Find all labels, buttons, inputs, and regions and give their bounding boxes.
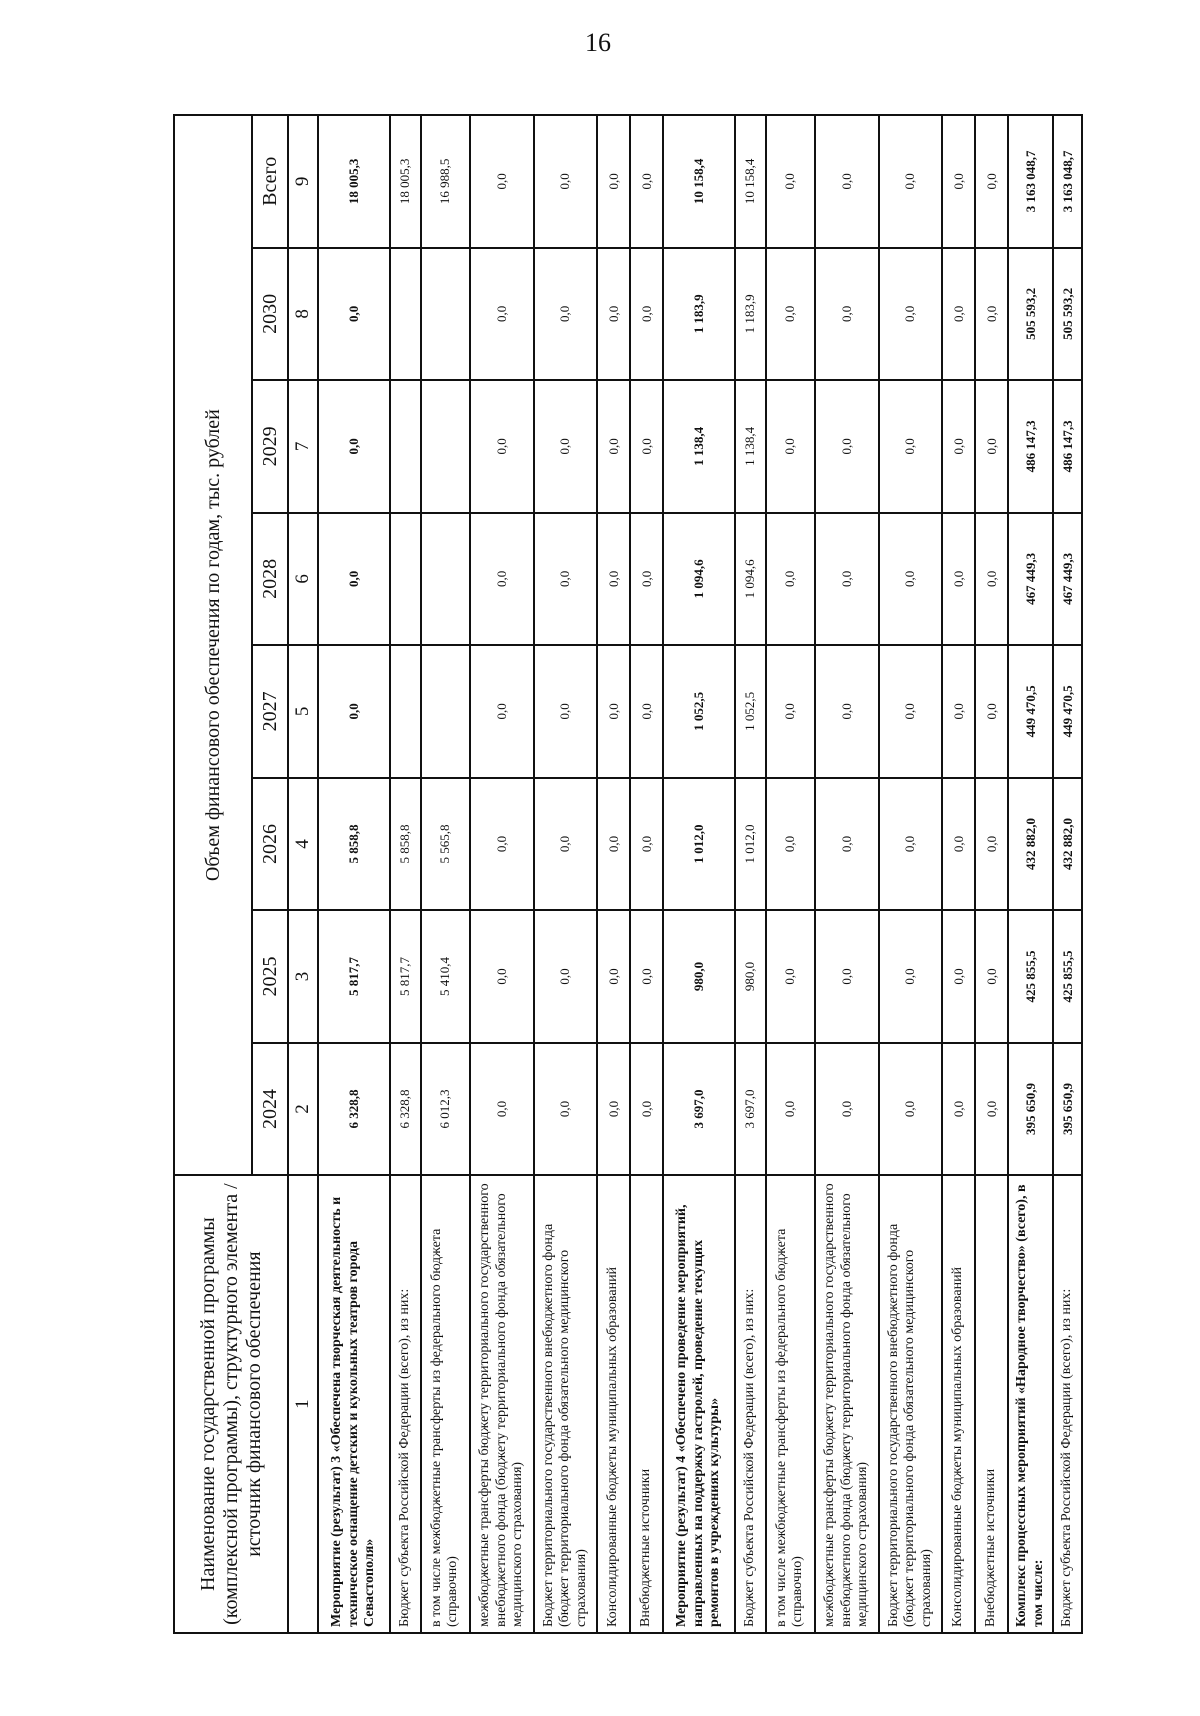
table-row [879,115,943,1633]
row-value-2029 [390,380,421,513]
row-name: межбюджетные трансферты бюджету территориального государственного внебюджетного фонда (бюджету территориального фонда обязательного медицинского страхования) [815,1175,879,1633]
row-value-2028: 1 094,6 [663,513,735,646]
table-row [975,115,1008,1633]
table-header [174,115,318,1633]
row-value-2029: 486 147,3 [1008,380,1053,513]
row-value-Всего: 0,0 [534,115,598,248]
row-value-2030: 0,0 [975,248,1008,381]
column-number-1: 1 [288,1175,318,1633]
row-value-2025: 5 817,7 [390,910,421,1043]
row-value-2028: 0,0 [879,513,943,646]
table-row [390,115,421,1633]
row-value-2027: 0,0 [630,645,663,778]
header-year-1: 2025 [252,910,288,1043]
row-value-2028: 0,0 [318,513,390,646]
row-value-2026: 0,0 [766,778,815,911]
row-value-2024: 0,0 [975,1043,1008,1176]
table-row [1008,115,1053,1633]
header-year-2: 2026 [252,778,288,911]
row-value-Всего: 0,0 [975,115,1008,248]
column-number-7: 7 [288,380,318,513]
table-row [470,115,534,1633]
row-value-2028: 0,0 [630,513,663,646]
row-value-2026: 5 858,8 [390,778,421,911]
row-value-2030: 0,0 [534,248,598,381]
header-year-7: Всего [252,115,288,248]
row-value-2027: 0,0 [318,645,390,778]
row-value-2025: 0,0 [470,910,534,1043]
row-value-2029: 0,0 [534,380,598,513]
row-value-2024: 0,0 [879,1043,943,1176]
row-value-2025: 0,0 [534,910,598,1043]
row-value-2024: 0,0 [534,1043,598,1176]
row-value-2025: 425 855,5 [1053,910,1082,1043]
row-value-2030: 505 593,2 [1053,248,1082,381]
header-name-column: Наименование государственной программы (комплексной программы), структурного элемента / источник финансового обеспечения [174,1175,288,1633]
row-value-2025: 0,0 [630,910,663,1043]
row-value-2030: 505 593,2 [1008,248,1053,381]
row-value-2030: 0,0 [597,248,630,381]
row-name: Бюджет субъекта Российской Федерации (всего), из них: [1053,1175,1082,1633]
row-value-2029: 0,0 [318,380,390,513]
row-value-2029: 0,0 [815,380,879,513]
header-year-3: 2027 [252,645,288,778]
row-value-2024: 0,0 [597,1043,630,1176]
row-value-2027: 0,0 [942,645,975,778]
row-value-2028: 0,0 [975,513,1008,646]
row-value-2030: 0,0 [815,248,879,381]
row-value-Всего: 16 988,5 [421,115,470,248]
row-value-2026: 432 882,0 [1008,778,1053,911]
row-name: Бюджет территориального государственного внебюджетного фонда (бюджет территориального фонда обязательного медицинского страхования) [879,1175,943,1633]
row-value-2028: 0,0 [815,513,879,646]
row-value-2027: 0,0 [597,645,630,778]
row-value-2028: 467 449,3 [1008,513,1053,646]
table-row [534,115,598,1633]
row-value-2029: 0,0 [597,380,630,513]
row-value-2028 [421,513,470,646]
row-value-Всего: 18 005,3 [390,115,421,248]
row-name: Бюджет субъекта Российской Федерации (всего), из них: [735,1175,766,1633]
row-value-2026: 0,0 [630,778,663,911]
row-value-2030: 0,0 [766,248,815,381]
row-value-2028: 0,0 [470,513,534,646]
page-number: 16 [585,28,611,57]
table-row [942,115,975,1633]
row-value-2028: 1 094,6 [735,513,766,646]
row-name: в том числе межбюджетные трансферты из федерального бюджета (справочно) [766,1175,815,1633]
row-name: межбюджетные трансферты бюджету территориального государственного внебюджетного фонда (бюджету территориального фонда обязательного медицинского страхования) [470,1175,534,1633]
row-value-2030: 1 183,9 [663,248,735,381]
row-value-2030: 0,0 [318,248,390,381]
row-value-2026: 5 858,8 [318,778,390,911]
row-value-Всего: 10 158,4 [735,115,766,248]
table-row [735,115,766,1633]
row-value-2024: 0,0 [942,1043,975,1176]
row-value-2027: 0,0 [470,645,534,778]
column-number-6: 6 [288,513,318,646]
row-value-2029: 0,0 [766,380,815,513]
row-name: в том числе межбюджетные трансферты из федерального бюджета (справочно) [421,1175,470,1633]
row-value-2027: 449 470,5 [1008,645,1053,778]
row-value-2028: 0,0 [942,513,975,646]
row-value-2024: 395 650,9 [1053,1043,1082,1176]
row-value-2030: 0,0 [630,248,663,381]
row-value-2030 [390,248,421,381]
row-value-2030: 1 183,9 [735,248,766,381]
row-value-2026: 0,0 [879,778,943,911]
row-value-2026: 0,0 [975,778,1008,911]
row-value-2025: 5 410,4 [421,910,470,1043]
row-value-2025: 5 817,7 [318,910,390,1043]
row-value-2025: 0,0 [879,910,943,1043]
row-value-2026: 0,0 [597,778,630,911]
row-value-Всего: 3 163 048,7 [1008,115,1053,248]
row-value-Всего: 0,0 [470,115,534,248]
row-value-2029: 0,0 [879,380,943,513]
row-value-2024: 6 328,8 [318,1043,390,1176]
row-value-2025: 0,0 [766,910,815,1043]
row-value-2027: 0,0 [766,645,815,778]
row-value-2026: 1 012,0 [663,778,735,911]
row-value-2024: 0,0 [766,1043,815,1176]
row-name: Консолидированные бюджеты муниципальных образований [597,1175,630,1633]
row-name: Комплекс процессных мероприятий «Народное творчество» (всего), в том числе: [1008,1175,1053,1633]
row-value-2028: 0,0 [597,513,630,646]
row-name: Бюджет территориального государственного внебюджетного фонда (бюджет территориального фонда обязательного медицинского страхования) [534,1175,598,1633]
table-row [630,115,663,1633]
header-year-4: 2028 [252,513,288,646]
column-number-9: 9 [288,115,318,248]
row-value-2030: 0,0 [879,248,943,381]
table-row [815,115,879,1633]
row-value-2029: 0,0 [470,380,534,513]
row-value-2024: 6 012,3 [421,1043,470,1176]
row-value-2029: 0,0 [630,380,663,513]
row-value-2026: 5 565,8 [421,778,470,911]
header-group-title: Объем финансового обеспечения по годам, тыс. рублей [174,115,252,1175]
row-value-Всего: 18 005,3 [318,115,390,248]
header-year-5: 2029 [252,380,288,513]
row-value-Всего: 0,0 [766,115,815,248]
row-value-2027: 0,0 [534,645,598,778]
row-value-2024: 6 328,8 [390,1043,421,1176]
row-value-2030 [421,248,470,381]
row-value-Всего: 0,0 [630,115,663,248]
row-value-2025: 0,0 [815,910,879,1043]
header-year-0: 2024 [252,1043,288,1176]
row-name: Мероприятие (результат) 4 «Обеспечено проведение мероприятий, направленных на поддержку гастролей, проведение текущих ремонтов в учреждениях культуры» [663,1175,735,1633]
row-value-2025: 980,0 [663,910,735,1043]
row-value-2027: 449 470,5 [1053,645,1082,778]
row-value-2027 [421,645,470,778]
row-name: Внебюджетные источники [975,1175,1008,1633]
row-value-2025: 0,0 [597,910,630,1043]
row-value-2027 [390,645,421,778]
row-value-2029: 1 138,4 [735,380,766,513]
table-row [766,115,815,1633]
row-value-2027: 1 052,5 [663,645,735,778]
row-value-2028 [390,513,421,646]
row-value-2024: 0,0 [630,1043,663,1176]
table-row [1053,115,1082,1633]
column-number-4: 4 [288,778,318,911]
table-row [597,115,630,1633]
row-value-2026: 0,0 [534,778,598,911]
row-value-Всего: 10 158,4 [663,115,735,248]
row-name: Консолидированные бюджеты муниципальных образований [942,1175,975,1633]
row-value-2027: 0,0 [975,645,1008,778]
row-value-2024: 3 697,0 [735,1043,766,1176]
column-number-3: 3 [288,910,318,1043]
row-value-Всего: 0,0 [879,115,943,248]
row-value-2027: 0,0 [879,645,943,778]
row-value-2024: 395 650,9 [1008,1043,1053,1176]
row-value-2027: 1 052,5 [735,645,766,778]
row-value-2030: 0,0 [470,248,534,381]
table-body [318,115,1082,1633]
row-value-Всего: 0,0 [815,115,879,248]
row-value-2029: 486 147,3 [1053,380,1082,513]
row-value-2028: 0,0 [534,513,598,646]
row-value-2024: 3 697,0 [663,1043,735,1176]
row-value-Всего: 3 163 048,7 [1053,115,1082,248]
row-value-2024: 0,0 [815,1043,879,1176]
row-value-2026: 1 012,0 [735,778,766,911]
row-value-2025: 980,0 [735,910,766,1043]
row-name: Мероприятие (результат) 3 «Обеспечена творческая деятельность и техническое оснащение детских и кукольных театров города Севастополя» [318,1175,390,1633]
column-number-8: 8 [288,248,318,381]
row-value-2025: 0,0 [975,910,1008,1043]
table-row [421,115,470,1633]
row-value-2025: 425 855,5 [1008,910,1053,1043]
column-number-2: 2 [288,1043,318,1176]
row-value-2026: 0,0 [815,778,879,911]
row-value-2029 [421,380,470,513]
financing-table [173,114,1083,1634]
row-value-Всего: 0,0 [942,115,975,248]
header-column-numbers-row [288,115,318,1633]
row-value-2028: 0,0 [766,513,815,646]
row-value-2029: 0,0 [975,380,1008,513]
row-value-2029: 1 138,4 [663,380,735,513]
rotated-table-container [173,114,1083,1634]
table-row [663,115,735,1633]
row-value-2026: 0,0 [470,778,534,911]
row-value-2025: 0,0 [942,910,975,1043]
row-value-Всего: 0,0 [597,115,630,248]
row-name: Внебюджетные источники [630,1175,663,1633]
column-number-5: 5 [288,645,318,778]
row-value-2024: 0,0 [470,1043,534,1176]
row-value-2030: 0,0 [942,248,975,381]
row-value-2026: 0,0 [942,778,975,911]
row-value-2028: 467 449,3 [1053,513,1082,646]
header-year-6: 2030 [252,248,288,381]
row-name: Бюджет субъекта Российской Федерации (всего), из них: [390,1175,421,1633]
row-value-2029: 0,0 [942,380,975,513]
row-value-2026: 432 882,0 [1053,778,1082,911]
row-value-2027: 0,0 [815,645,879,778]
table-row [318,115,390,1633]
